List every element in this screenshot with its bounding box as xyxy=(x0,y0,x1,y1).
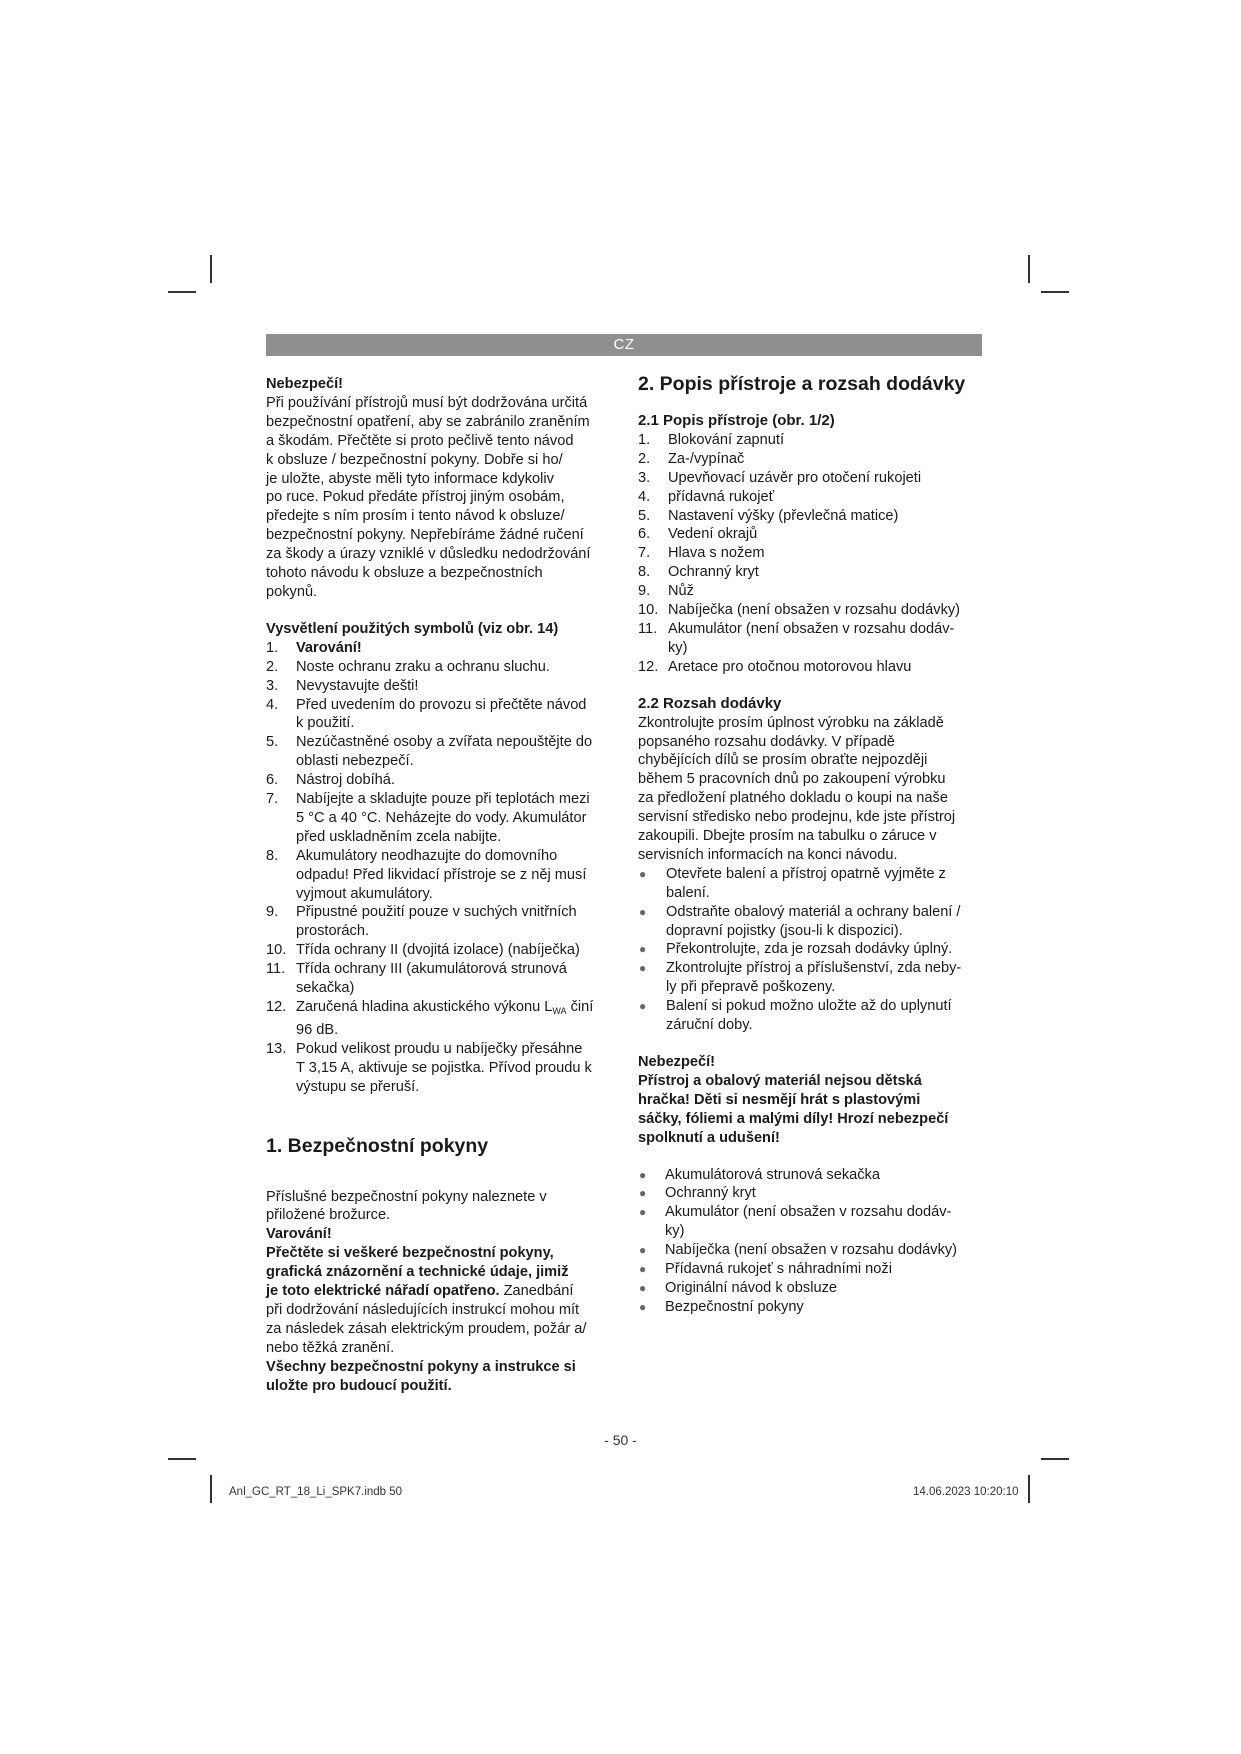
list-item-text: Nástroj dobíhá. xyxy=(296,772,395,789)
list-number: 8. xyxy=(266,847,279,864)
list-number: 5. xyxy=(638,507,651,524)
list-number: 1. xyxy=(266,639,279,656)
bullet-text: Překontrolujte, zda je rozsah dodávky úplný. xyxy=(666,941,953,958)
crop-mark-bottom-left-v xyxy=(210,1475,212,1503)
list-item xyxy=(638,507,983,526)
bullet-icon: ● xyxy=(639,961,647,976)
text-line: uložte pro budoucí použití. xyxy=(266,1377,452,1394)
list-item-text: Ochranný kryt xyxy=(668,564,759,581)
bullet-icon: ● xyxy=(639,866,647,881)
list-item-text: před uskladněním zcela nabijte. xyxy=(296,828,502,845)
bullet-icon: ● xyxy=(639,1167,647,1182)
bullet-icon: ● xyxy=(639,942,647,957)
crop-mark-bottom-left-h xyxy=(168,1458,196,1460)
delivery-contents-list xyxy=(638,1166,983,1317)
section-2-1-title: 2.1 Popis přístroje (obr. 1/2) xyxy=(638,412,835,429)
list-item-text: výstupu se přeruší. xyxy=(296,1078,420,1095)
text-line: chybějících dílů se prosím obraťte nejpozději xyxy=(638,752,928,769)
text-line: během 5 pracovních dnů po zakoupení výrobku xyxy=(638,771,946,788)
text-line: Zkontrolujte prosím úplnost výrobku na základě xyxy=(638,714,944,731)
list-number: 11. xyxy=(638,620,658,637)
delivery-check-steps xyxy=(638,865,983,1035)
list-item-text: Za-/vypínač xyxy=(668,450,745,467)
list-item-text: Před uvedením do provozu si přečtěte návod xyxy=(296,696,587,713)
list-item xyxy=(638,620,983,658)
text-line: grafická znázornění a technické údaje, jimiž xyxy=(266,1264,569,1281)
left-column xyxy=(266,375,621,1396)
list-number: 11. xyxy=(266,961,286,978)
list-item-text: Aretace pro otočnou motorovou hlavu xyxy=(668,658,912,675)
section-1-final-text xyxy=(266,1358,621,1396)
right-danger-title: Nebezpečí! xyxy=(638,1054,716,1070)
list-item-text: Noste ochranu zraku a ochranu sluchu. xyxy=(296,658,550,675)
text-line: Všechny bezpečnostní pokyny a instrukce si xyxy=(266,1358,576,1375)
text-line: spolknutí a udušení! xyxy=(638,1129,780,1146)
list-number: 5. xyxy=(266,734,279,751)
list-item-text: Pokud velikost proudu u nabíječky přesáhne xyxy=(296,1040,583,1057)
bullet-item xyxy=(638,997,983,1035)
list-item xyxy=(266,658,621,677)
list-item-text: 96 dB. xyxy=(296,1021,339,1038)
list-number: 4. xyxy=(638,488,651,505)
list-item-text: odpadu! Před likvidací přístroje se z něj musí xyxy=(296,866,587,883)
list-item xyxy=(638,601,983,620)
list-item-text: 5 °C a 40 °C. Neházejte do vody. Akumulátor xyxy=(296,809,587,826)
list-item xyxy=(638,469,983,488)
bullet-text: Balení si pokud možno uložte až do uplynutí xyxy=(666,998,952,1015)
list-number: 9. xyxy=(638,583,651,600)
bullet-text: Akumulátorová strunová sekačka xyxy=(665,1166,880,1183)
list-number: 2. xyxy=(638,450,651,467)
section-1-text xyxy=(266,1301,621,1358)
text-line: Přečtěte si veškeré bezpečnostní pokyny, xyxy=(266,1245,554,1262)
text-line: popsaného rozsahu dodávky. V případě xyxy=(638,733,895,750)
list-number: 9. xyxy=(266,904,279,921)
list-item-text: Vedení okrajů xyxy=(668,526,758,543)
bullet-item xyxy=(638,903,983,941)
list-item-text: Blokování zapnutí xyxy=(668,431,785,448)
footer-date: 14.06.2023 10:20:10 xyxy=(913,1486,1019,1498)
bullet-item xyxy=(638,1279,983,1298)
bullet-icon: ● xyxy=(639,1243,647,1258)
list-number: 10. xyxy=(638,602,659,619)
danger-paragraph xyxy=(266,394,621,602)
text-line: servisních informacích na konci návodu. xyxy=(638,846,898,863)
list-item xyxy=(266,790,621,847)
list-number: 7. xyxy=(638,545,651,562)
bullet-icon: ● xyxy=(639,999,647,1014)
language-header-bar: CZ xyxy=(266,334,982,356)
list-item xyxy=(638,582,983,601)
text-line: tohoto návodu k obsluze a bezpečnostních xyxy=(266,565,543,582)
list-number: 2. xyxy=(266,658,279,675)
bullet-text: Bezpečnostní pokyny xyxy=(665,1298,804,1315)
list-item-text: Hlava s nožem xyxy=(668,545,765,562)
bullet-text: ky) xyxy=(665,1223,685,1240)
bullet-icon: ● xyxy=(639,904,647,919)
list-item xyxy=(638,544,983,563)
list-item xyxy=(266,696,621,734)
page-number: - 50 - xyxy=(604,1432,637,1448)
section-1-bold-text xyxy=(266,1244,621,1282)
list-item-text: Nabíječka (není obsažen v rozsahu dodávky) xyxy=(668,602,961,619)
bullet-text: dopravní pojistky (jsou-li k dispozici). xyxy=(666,922,903,939)
list-number: 10. xyxy=(266,942,287,959)
list-item xyxy=(638,431,983,450)
list-number: 12. xyxy=(266,999,287,1015)
bullet-item xyxy=(638,1298,983,1317)
section-2-title: 2. Popis přístroje a rozsah dodávky xyxy=(638,373,966,395)
text-line: bezpečnostní pokyny. Nepřebíráme žádné ručení xyxy=(266,527,584,544)
danger-title: Nebezpečí! xyxy=(266,376,344,392)
bullet-icon: ● xyxy=(639,1280,647,1295)
list-item-text: vyjmout akumulátory. xyxy=(296,885,433,902)
list-item xyxy=(266,733,621,771)
text-line: nebo těžká zranění. xyxy=(266,1339,395,1356)
list-item-text: Zaručená hladina akustického výkonu $L_{WA}$ činí xyxy=(296,999,594,1016)
list-item-text: Třída ochrany II (dvojitá izolace) (nabíječka) xyxy=(296,942,580,959)
list-item-text: Připustné použití pouze v suchých vnitřních xyxy=(296,904,577,921)
list-item-text: Nůž xyxy=(668,583,694,600)
crop-mark-bottom-right-v xyxy=(1028,1475,1030,1503)
text-line: Přístroj a obalový materiál nejsou dětská xyxy=(638,1072,922,1089)
list-item xyxy=(266,639,621,658)
text-line: za předložení platného dokladu o koupi na naše xyxy=(638,790,948,807)
list-item-text: Varování! xyxy=(296,639,362,656)
text-line: servisní středisko nebo prodejnu, kde jste přístroj xyxy=(638,809,956,826)
text-line: při dodržování následujících instrukcí mohou mít xyxy=(266,1301,580,1318)
crop-mark-top-right-h xyxy=(1041,291,1069,293)
list-item xyxy=(266,998,621,1040)
bullet-text: balení. xyxy=(666,884,710,901)
list-number: 12. xyxy=(638,658,659,675)
list-item-text: Upevňovací uzávěr pro otočení rukojeti xyxy=(668,469,922,486)
list-item-text: prostorách. xyxy=(296,923,370,940)
bullet-item xyxy=(638,865,983,903)
list-item xyxy=(638,563,983,582)
list-number: 8. xyxy=(638,564,651,581)
bullet-icon: ● xyxy=(639,1186,647,1201)
list-number: 3. xyxy=(638,469,651,486)
list-item xyxy=(638,450,983,469)
text-line: přiložené brožurce. xyxy=(266,1207,391,1224)
text-line: za následek zásah elektrickým proudem, požár a/ xyxy=(266,1320,587,1337)
right-danger-text xyxy=(638,1072,983,1148)
list-item xyxy=(266,677,621,696)
parts-list xyxy=(638,431,983,677)
bullet-text: Odstraňte obalový materiál a ochrany balení / xyxy=(666,903,961,920)
bullet-text: ly při přepravě poškozeny. xyxy=(666,979,836,996)
text-line: hračka! Děti si nesmějí hrát s plastovými xyxy=(638,1091,921,1108)
bullet-item xyxy=(638,1203,983,1241)
section-1-intro xyxy=(266,1188,621,1226)
bullet-text: záruční doby. xyxy=(666,1017,753,1034)
crop-mark-bottom-right-h xyxy=(1041,1458,1069,1460)
bullet-text: Zkontrolujte přístroj a příslušenství, zda neby- xyxy=(666,960,962,977)
section-2-2-text xyxy=(638,714,983,865)
crop-mark-top-left-v xyxy=(210,255,212,283)
list-item-text: Akumulátor (není obsažen v rozsahu dodáv- xyxy=(668,620,955,637)
text-line: a škodám. Přečtěte si proto pečlivě tento návod xyxy=(266,432,574,449)
list-number: 13. xyxy=(266,1040,287,1057)
list-item xyxy=(266,941,621,960)
right-column xyxy=(638,375,983,1317)
bullet-item xyxy=(638,1166,983,1185)
list-item-text: Akumulátory neodhazujte do domovního xyxy=(296,847,558,864)
text-line: zakoupili. Dbejte prosím na tabulku o záruce v xyxy=(638,828,937,845)
text-line: Příslušné bezpečnostní pokyny naleznete v xyxy=(266,1188,547,1205)
list-item xyxy=(638,525,983,544)
section-2-2-title: 2.2 Rozsah dodávky xyxy=(638,694,782,712)
symbols-list xyxy=(266,639,621,1097)
bullet-item xyxy=(638,1241,983,1260)
list-item xyxy=(266,903,621,941)
bullet-text: Nabíječka (není obsažen v rozsahu dodávky) xyxy=(665,1242,958,1259)
footer-file: Anl_GC_RT_18_Li_SPK7.indb 50 xyxy=(229,1486,403,1498)
bullet-text: Ochranný kryt xyxy=(665,1185,756,1202)
text-line: sáčky, fóliemi a malými díly! Hrozí nebezpečí xyxy=(638,1110,949,1127)
bullet-text: Akumulátor (není obsažen v rozsahu dodáv- xyxy=(665,1204,952,1221)
bullet-item xyxy=(638,1184,983,1203)
section-1-warning: Varování! xyxy=(266,1226,332,1243)
bullet-item xyxy=(638,1260,983,1279)
bullet-text: Přídavná rukojeť s náhradními noži xyxy=(665,1261,892,1278)
list-item-text: Nezúčastněné osoby a zvířata nepouštějte do xyxy=(296,734,593,751)
list-item-text: Třída ochrany III (akumulátorová strunová xyxy=(296,961,567,978)
text-line: předejte s ním prosím i tento návod k obsluze/ xyxy=(266,508,565,525)
list-item-text: přídavná rukojeť xyxy=(668,488,775,505)
list-number: 4. xyxy=(266,696,279,713)
bullet-icon: ● xyxy=(639,1205,647,1220)
list-item-text: ky) xyxy=(668,639,688,656)
bullet-item xyxy=(638,940,983,959)
text-line: po ruce. Pokud předáte přístroj jiným osobám, xyxy=(266,489,565,506)
crop-mark-top-left-h xyxy=(168,291,196,293)
section-1-mixed-line: je toto elektrické nářadí opatřeno. Zanedbání xyxy=(266,1283,574,1300)
list-item-text: sekačka) xyxy=(296,980,355,997)
list-item xyxy=(266,960,621,998)
list-item-text: T 3,15 A, aktivuje se pojistka. Přívod proudu k xyxy=(296,1059,592,1076)
bullet-text: Otevřete balení a přístroj opatrně vyjměte z xyxy=(666,865,946,882)
section-1-title: 1. Bezpečnostní pokyny xyxy=(266,1134,489,1157)
bullet-icon: ● xyxy=(639,1299,647,1314)
list-item xyxy=(638,488,983,507)
list-item-text: k použití. xyxy=(296,715,355,732)
text-line: je uložte, abyste měli tyto informace kdykoliv xyxy=(266,470,554,487)
bullet-item xyxy=(638,959,983,997)
list-number: 7. xyxy=(266,791,279,808)
list-item xyxy=(638,658,983,677)
bullet-icon: ● xyxy=(639,1262,647,1277)
list-item xyxy=(266,847,621,904)
list-number: 6. xyxy=(266,772,279,789)
list-item xyxy=(266,1040,621,1097)
text-line: pokynů. xyxy=(266,583,318,600)
bullet-text: Originální návod k obsluze xyxy=(665,1279,837,1296)
crop-mark-top-right-v xyxy=(1028,255,1030,283)
list-item-text: Nabíjejte a skladujte pouze při teplotách mezi xyxy=(296,791,590,808)
list-number: 1. xyxy=(638,431,651,448)
list-item xyxy=(266,771,621,790)
list-item-text: oblasti nebezpečí. xyxy=(296,753,414,770)
list-number: 3. xyxy=(266,677,279,694)
symbols-title: Vysvětlení použitých symbolů (viz obr. 14) xyxy=(266,620,559,637)
text-line: Při používání přístrojů musí být dodržována určitá xyxy=(266,394,588,411)
list-number: 6. xyxy=(638,526,651,543)
list-item-text: Nevystavujte dešti! xyxy=(296,677,419,694)
list-item-text: Nastavení výšky (převlečná matice) xyxy=(668,507,899,524)
text-line: bezpečnostní opatření, aby se zabránilo zraněním xyxy=(266,413,590,430)
text-line: k obsluze / bezpečnostní pokyny. Dobře si ho/ xyxy=(266,451,563,468)
text-line: za škody a úrazy vzniklé v důsledku nedodržování xyxy=(266,546,591,563)
